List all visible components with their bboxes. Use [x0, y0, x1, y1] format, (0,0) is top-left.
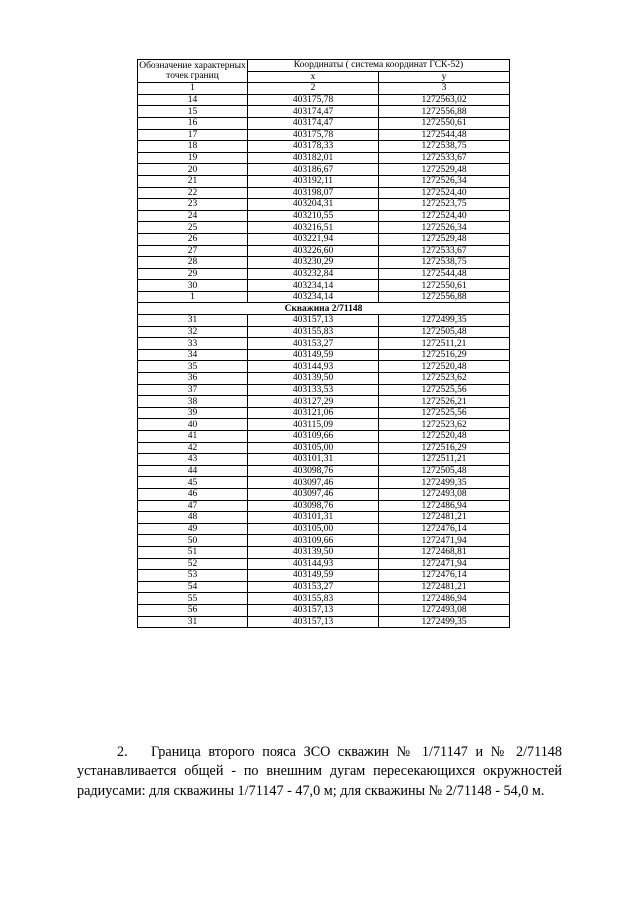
point-cell: 32	[138, 326, 248, 338]
point-cell: 45	[138, 477, 248, 489]
y-cell: 1272538,75	[379, 257, 510, 269]
y-cell: 1272563,02	[379, 94, 510, 106]
x-cell: 403221,94	[248, 233, 379, 245]
numbering-cell: 3	[379, 83, 510, 95]
x-cell: 403098,76	[248, 500, 379, 512]
y-cell: 1272471,94	[379, 535, 510, 547]
coordinates-table	[137, 59, 510, 628]
y-cell: 1272526,34	[379, 175, 510, 187]
table-row	[138, 581, 510, 593]
y-cell: 1272523,62	[379, 373, 510, 385]
point-cell: 23	[138, 199, 248, 211]
table-row	[138, 570, 510, 582]
x-column-header: x	[248, 71, 379, 83]
group-title: Скважина 2/71148	[138, 303, 510, 315]
x-cell: 403155,83	[248, 593, 379, 605]
y-cell: 1272493,08	[379, 488, 510, 500]
point-cell: 54	[138, 581, 248, 593]
point-cell: 31	[138, 616, 248, 628]
x-cell: 403198,07	[248, 187, 379, 199]
x-cell: 403097,46	[248, 488, 379, 500]
table-row	[138, 106, 510, 118]
point-cell: 48	[138, 512, 248, 524]
y-cell: 1272481,21	[379, 512, 510, 524]
point-cell: 20	[138, 164, 248, 176]
point-cell: 50	[138, 535, 248, 547]
point-cell: 30	[138, 280, 248, 292]
x-cell: 403105,00	[248, 442, 379, 454]
point-cell: 38	[138, 396, 248, 408]
x-cell: 403105,00	[248, 523, 379, 535]
point-cell: 16	[138, 117, 248, 129]
table-row	[138, 164, 510, 176]
table-row	[138, 141, 510, 153]
table-row	[138, 593, 510, 605]
point-cell: 33	[138, 338, 248, 350]
table-row	[138, 396, 510, 408]
y-cell: 1272526,21	[379, 396, 510, 408]
x-cell: 403182,01	[248, 152, 379, 164]
x-cell: 403210,55	[248, 210, 379, 222]
x-cell: 403157,13	[248, 604, 379, 616]
table-row	[138, 291, 510, 303]
point-cell: 39	[138, 407, 248, 419]
x-cell: 403175,78	[248, 129, 379, 141]
x-cell: 403232,84	[248, 268, 379, 280]
table-row	[138, 349, 510, 361]
y-cell: 1272524,40	[379, 187, 510, 199]
y-cell: 1272550,61	[379, 117, 510, 129]
point-cell: 24	[138, 210, 248, 222]
x-cell: 403121,06	[248, 407, 379, 419]
table-row	[138, 245, 510, 257]
table-row	[138, 535, 510, 547]
point-cell: 31	[138, 315, 248, 327]
x-cell: 403192,11	[248, 175, 379, 187]
paragraph-2	[77, 743, 562, 801]
y-cell: 1272505,48	[379, 465, 510, 477]
x-cell: 403186,67	[248, 164, 379, 176]
x-cell: 403175,78	[248, 94, 379, 106]
point-cell: 17	[138, 129, 248, 141]
point-cell: 21	[138, 175, 248, 187]
y-cell: 1272533,67	[379, 245, 510, 257]
x-cell: 403226,60	[248, 245, 379, 257]
table-row	[138, 558, 510, 570]
point-cell: 40	[138, 419, 248, 431]
x-cell: 403157,13	[248, 315, 379, 327]
x-cell: 403101,31	[248, 454, 379, 466]
table-header-row	[138, 60, 510, 72]
y-cell: 1272486,94	[379, 500, 510, 512]
table-row	[138, 431, 510, 443]
table-row	[138, 117, 510, 129]
x-cell: 403144,93	[248, 361, 379, 373]
table-row	[138, 338, 510, 350]
x-cell: 403101,31	[248, 512, 379, 524]
y-cell: 1272505,48	[379, 326, 510, 338]
table-row	[138, 187, 510, 199]
point-cell: 29	[138, 268, 248, 280]
y-cell: 1272550,61	[379, 280, 510, 292]
table-row	[138, 233, 510, 245]
point-cell: 47	[138, 500, 248, 512]
point-cell: 56	[138, 604, 248, 616]
y-cell: 1272538,75	[379, 141, 510, 153]
table-row	[138, 257, 510, 269]
table-row	[138, 546, 510, 558]
point-cell: 22	[138, 187, 248, 199]
x-cell: 403109,66	[248, 431, 379, 443]
x-cell: 403139,50	[248, 373, 379, 385]
y-cell: 1272511,21	[379, 454, 510, 466]
point-cell: 26	[138, 233, 248, 245]
table-row	[138, 454, 510, 466]
point-cell: 55	[138, 593, 248, 605]
y-cell: 1272525,56	[379, 384, 510, 396]
y-cell: 1272525,56	[379, 407, 510, 419]
y-cell: 1272481,21	[379, 581, 510, 593]
x-cell: 403098,76	[248, 465, 379, 477]
y-cell: 1272516,29	[379, 442, 510, 454]
point-cell: 37	[138, 384, 248, 396]
x-cell: 403204,31	[248, 199, 379, 211]
x-cell: 403149,59	[248, 349, 379, 361]
point-cell: 34	[138, 349, 248, 361]
y-cell: 1272493,08	[379, 604, 510, 616]
table-row	[138, 152, 510, 164]
table-row	[138, 512, 510, 524]
table-row	[138, 315, 510, 327]
table-row	[138, 523, 510, 535]
group-title-row	[138, 303, 510, 315]
y-cell: 1272544,48	[379, 129, 510, 141]
y-cell: 1272468,81	[379, 546, 510, 558]
table-row	[138, 210, 510, 222]
table-row	[138, 268, 510, 280]
y-cell: 1272533,67	[379, 152, 510, 164]
y-cell: 1272499,35	[379, 315, 510, 327]
x-cell: 403216,51	[248, 222, 379, 234]
x-cell: 403153,27	[248, 338, 379, 350]
y-cell: 1272520,48	[379, 431, 510, 443]
table-row	[138, 500, 510, 512]
table-row	[138, 361, 510, 373]
paragraph-text: Граница второго пояса ЗСО скважин № 1/71147 и № 2/71148 устанавливается общей - по внешним дугам пересекающихся окружностей радиусами: для скважины 1/71147 - 47,0 м; для скважины № 2/71148 - 54,0 м.	[77, 744, 562, 799]
y-cell: 1272476,14	[379, 523, 510, 535]
table-row	[138, 175, 510, 187]
y-cell: 1272523,75	[379, 199, 510, 211]
table-row	[138, 616, 510, 628]
numbering-cell: 1	[138, 83, 248, 95]
x-cell: 403157,13	[248, 616, 379, 628]
y-cell: 1272520,48	[379, 361, 510, 373]
table-row	[138, 488, 510, 500]
point-cell: 42	[138, 442, 248, 454]
point-cell: 14	[138, 94, 248, 106]
y-cell: 1272523,62	[379, 419, 510, 431]
x-cell: 403127,29	[248, 396, 379, 408]
numbering-cell: 2	[248, 83, 379, 95]
x-cell: 403174,47	[248, 106, 379, 118]
table-row	[138, 604, 510, 616]
x-cell: 403155,83	[248, 326, 379, 338]
point-cell: 46	[138, 488, 248, 500]
point-cell: 19	[138, 152, 248, 164]
table-row	[138, 280, 510, 292]
table-row	[138, 373, 510, 385]
table-row	[138, 477, 510, 489]
point-cell: 18	[138, 141, 248, 153]
point-column-header: Обозначение характерных точек границ	[139, 61, 246, 82]
x-cell: 403139,50	[248, 546, 379, 558]
point-cell: 25	[138, 222, 248, 234]
table-row	[138, 94, 510, 106]
point-cell: 44	[138, 465, 248, 477]
y-cell: 1272526,34	[379, 222, 510, 234]
y-cell: 1272486,94	[379, 593, 510, 605]
numbering-row	[138, 83, 510, 95]
table-row	[138, 384, 510, 396]
x-cell: 403153,27	[248, 581, 379, 593]
point-cell: 51	[138, 546, 248, 558]
point-cell: 41	[138, 431, 248, 443]
x-cell: 403234,14	[248, 291, 379, 303]
point-cell: 49	[138, 523, 248, 535]
x-cell: 403174,47	[248, 117, 379, 129]
point-cell: 53	[138, 570, 248, 582]
x-cell: 403149,59	[248, 570, 379, 582]
table-row	[138, 407, 510, 419]
x-cell: 403230,29	[248, 257, 379, 269]
table-row	[138, 465, 510, 477]
x-cell: 403109,66	[248, 535, 379, 547]
x-cell: 403178,33	[248, 141, 379, 153]
point-cell: 36	[138, 373, 248, 385]
y-cell: 1272499,35	[379, 477, 510, 489]
coords-column-header: Координаты ( система координат ГСК-52)	[248, 60, 510, 72]
y-cell: 1272544,48	[379, 268, 510, 280]
paragraph-number: 2.	[117, 744, 128, 760]
table-row	[138, 419, 510, 431]
y-cell: 1272499,35	[379, 616, 510, 628]
x-cell: 403234,14	[248, 280, 379, 292]
y-cell: 1272511,21	[379, 338, 510, 350]
x-cell: 403133,53	[248, 384, 379, 396]
table-row	[138, 326, 510, 338]
table-row	[138, 442, 510, 454]
point-cell: 35	[138, 361, 248, 373]
y-cell: 1272516,29	[379, 349, 510, 361]
point-cell: 1	[138, 291, 248, 303]
y-cell: 1272476,14	[379, 570, 510, 582]
y-cell: 1272524,40	[379, 210, 510, 222]
point-cell: 52	[138, 558, 248, 570]
x-cell: 403115,09	[248, 419, 379, 431]
point-cell: 27	[138, 245, 248, 257]
point-cell: 28	[138, 257, 248, 269]
point-cell: 43	[138, 454, 248, 466]
y-cell: 1272471,94	[379, 558, 510, 570]
point-cell: 15	[138, 106, 248, 118]
y-cell: 1272529,48	[379, 233, 510, 245]
x-cell: 403097,46	[248, 477, 379, 489]
table-row	[138, 222, 510, 234]
table-row	[138, 199, 510, 211]
y-column-header: y	[379, 71, 510, 83]
x-cell: 403144,93	[248, 558, 379, 570]
y-cell: 1272556,88	[379, 291, 510, 303]
table-row	[138, 129, 510, 141]
y-cell: 1272556,88	[379, 106, 510, 118]
y-cell: 1272529,48	[379, 164, 510, 176]
